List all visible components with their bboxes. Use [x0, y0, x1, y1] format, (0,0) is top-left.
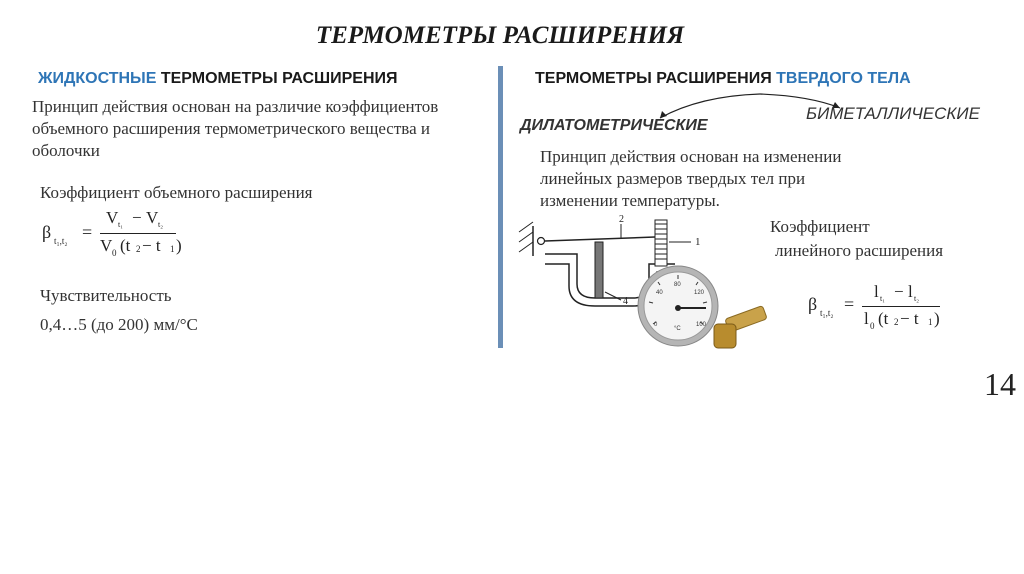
left-principle-line: оболочки [32, 141, 100, 160]
formula-beta-sub: t₁,t₂ [820, 308, 834, 318]
right-principle-line: Принцип действия основан на изменении [540, 147, 842, 166]
formula-den: l [864, 309, 869, 328]
right-formula [808, 282, 948, 334]
gauge-label-0: 0 [654, 322, 658, 328]
formula-num-a: V [106, 208, 119, 227]
left-formula [42, 208, 192, 260]
page-title: ТЕРМОМЕТРЫ РАСШИРЕНИЯ [315, 22, 685, 49]
formula-den-t1: 1 [170, 244, 175, 254]
bimetal-label: БИМЕТАЛЛИЧЕСКИЕ [806, 104, 980, 123]
formula-num-a-sub: t₁ [880, 294, 886, 303]
formula-equals: = [82, 222, 93, 242]
formula-fraction-bar [862, 306, 940, 307]
formula-den: V [100, 236, 113, 255]
left-header-rest: ТЕРМОМЕТРЫ РАСШИРЕНИЯ [156, 70, 398, 87]
left-header-blue: ЖИДКОСТНЫЕ [38, 70, 157, 87]
gauge-unit: °C [674, 326, 681, 332]
dilato-label: ДИЛАТОМЕТРИЧЕСКИЕ [520, 117, 708, 134]
formula-den-t2: 2 [136, 244, 141, 254]
right-principle-line: линейных размеров твердых тел при [540, 169, 806, 188]
right-principle-line: изменении температуры. [540, 191, 720, 210]
formula-den-sub: 0 [112, 248, 117, 258]
right-header-dark: ТЕРМОМЕТРЫ РАСШИРЕНИЯ [535, 70, 777, 87]
page-number: 14 [984, 366, 1016, 402]
formula-minus: − [132, 208, 142, 227]
bimetal-thermometer-photo [636, 264, 776, 364]
formula-beta: β [42, 222, 52, 242]
formula-num-a-sub: t₁ [118, 220, 124, 229]
left-coef-label: Коэффициент объемного расширения [40, 183, 313, 202]
right-header-blue: ТВЕРДОГО ТЕЛА [776, 70, 911, 87]
left-principle-line: объемного расширения термометрического вещества и [32, 119, 430, 138]
formula-num-b-sub: t₂ [914, 294, 920, 303]
right-coef-label-1: Коэффициент [770, 217, 870, 236]
gauge-label-80: 80 [674, 282, 681, 288]
right-coef-label-2: линейного расширения [775, 241, 944, 260]
gauge-label-120: 120 [694, 290, 705, 296]
formula-num-b: l [908, 282, 913, 301]
formula-den-paren: (t [878, 309, 889, 328]
gauge-label-100: 100 [696, 322, 707, 328]
diagram-label-2: 2 [619, 214, 624, 225]
formula-num-b-sub: t₂ [158, 220, 164, 229]
formula-minus: − [894, 282, 904, 301]
formula-den-close: ) [176, 236, 182, 255]
formula-beta: β [808, 294, 818, 314]
formula-num-b: V [146, 208, 159, 227]
right-principle [540, 146, 841, 212]
left-principle-line: Принцип действия основан на различие коэффициентов [32, 97, 439, 116]
formula-den-minus: − t [142, 236, 161, 255]
formula-den-t1: 1 [928, 317, 933, 327]
formula-beta-sub: t₁,t₂ [54, 236, 68, 246]
gauge-label-40: 40 [656, 290, 663, 296]
formula-den-close: ) [934, 309, 940, 328]
formula-equals: = [844, 294, 855, 314]
column-divider [498, 66, 503, 348]
sensitivity-label: Чувствительность [40, 286, 172, 305]
diagram-label-4: 4 [623, 296, 628, 307]
diagram-label-1: 1 [695, 236, 701, 248]
formula-fraction-bar [100, 233, 176, 234]
formula-den-sub: 0 [870, 321, 875, 331]
formula-den-t2: 2 [894, 317, 899, 327]
formula-den-paren: (t [120, 236, 131, 255]
formula-den-minus: − t [900, 309, 919, 328]
left-header [38, 70, 398, 88]
left-principle [32, 96, 438, 162]
formula-num-a: l [874, 282, 879, 301]
sensitivity-value: 0,4…5 (до 200) мм/°С [40, 315, 198, 334]
